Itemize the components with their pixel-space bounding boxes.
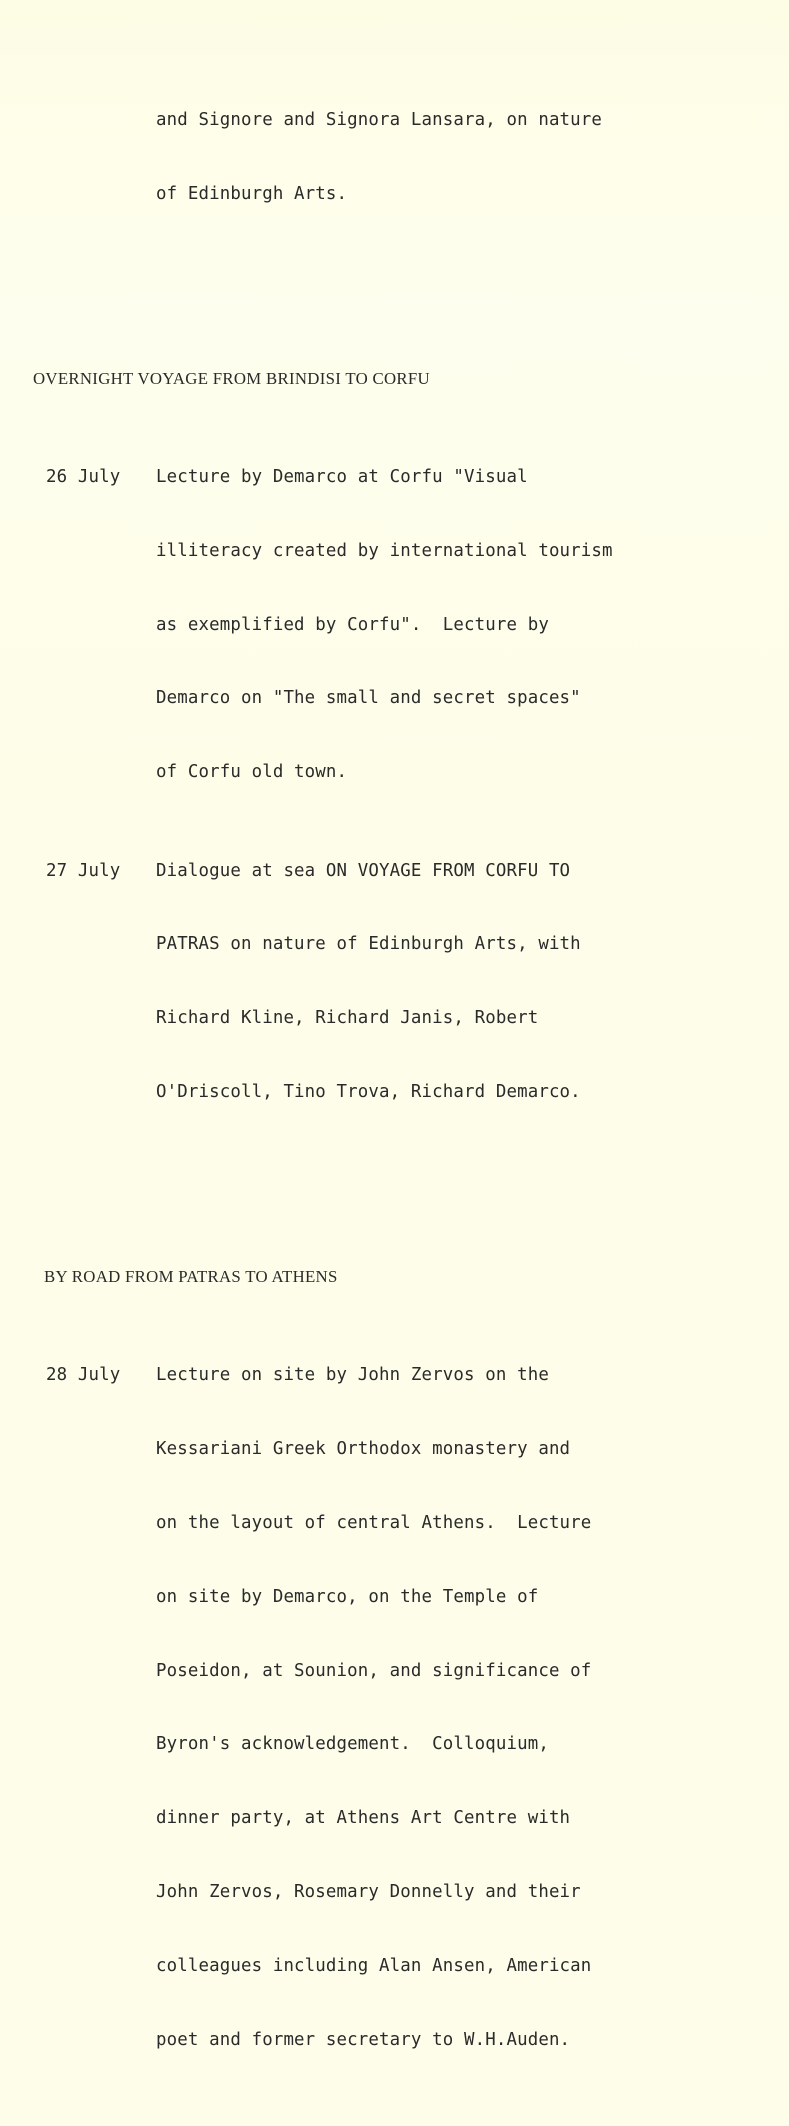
entry-text: John Zervos, Rosemary Donnelly and their bbox=[156, 1881, 581, 1902]
entry-date: 27 July bbox=[46, 860, 121, 881]
entry-text: of Corfu old town. bbox=[156, 762, 348, 783]
entry-text: as exemplified by Corfu". Lecture by bbox=[156, 614, 549, 635]
entry-text: poet and former secretary to W.H.Auden. bbox=[156, 2029, 571, 2050]
entry-text: Lecture by Demarco at Corfu "Visual bbox=[156, 467, 528, 488]
entry-text: on the layout of central Athens. Lecture bbox=[156, 1513, 592, 1534]
entry-date: 26 July bbox=[46, 467, 121, 488]
entry-text: Poseidon, at Sounion, and significance of bbox=[156, 1660, 592, 1681]
entry-text: Byron's acknowledgement. Colloquium, bbox=[156, 1734, 549, 1755]
section-heading-patras-athens: BY ROAD FROM PATRAS TO ATHENS bbox=[44, 1267, 338, 1287]
itinerary-text bbox=[0, 34, 789, 2126]
entry-text: dinner party, at Athens Art Centre with bbox=[156, 1808, 571, 1829]
entry-text: illiteracy created by international tourism bbox=[156, 540, 613, 561]
entry-line bbox=[0, 465, 789, 490]
entry-text: Richard Kline, Richard Janis, Robert bbox=[156, 1008, 539, 1029]
intro-line: and Signore and Signora Lansara, on nature bbox=[156, 109, 603, 130]
entry-text: O'Driscoll, Tino Trova, Richard Demarco. bbox=[156, 1081, 581, 1102]
entry-text: Demarco on "The small and secret spaces" bbox=[156, 688, 581, 709]
entry-date: 28 July bbox=[46, 1365, 121, 1386]
entry-text: on site by Demarco, on the Temple of bbox=[156, 1586, 539, 1607]
entry-text: Kessariani Greek Orthodox monastery and bbox=[156, 1439, 571, 1460]
entry-text: Dialogue at sea ON VOYAGE FROM CORFU TO bbox=[156, 860, 571, 881]
section-heading-brindisi-corfu: OVERNIGHT VOYAGE FROM BRINDISI TO CORFU bbox=[33, 368, 430, 388]
entry-text: colleagues including Alan Ansen, American bbox=[156, 1955, 592, 1976]
entry-text: Lecture on site by John Zervos on the bbox=[156, 1365, 549, 1386]
entry-text: PATRAS on nature of Edinburgh Arts, with bbox=[156, 934, 581, 955]
entry-line bbox=[0, 859, 789, 884]
intro-line: of Edinburgh Arts. bbox=[156, 183, 348, 204]
entry-line bbox=[0, 1363, 789, 1388]
